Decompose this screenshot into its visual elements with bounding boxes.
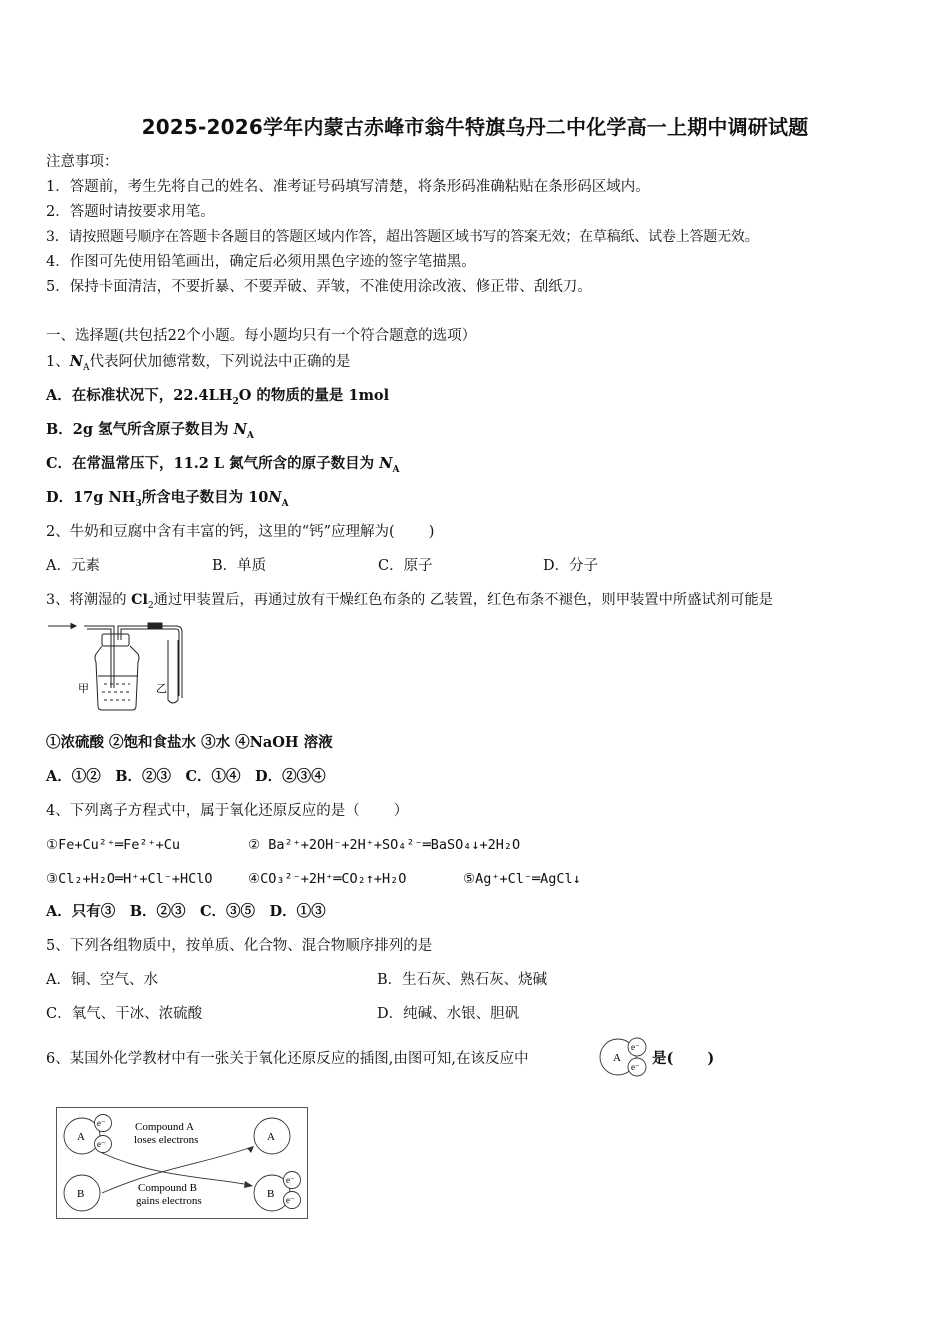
section-heading: 一、选择题(共包括22个小题。每小题均只有一个符合题意的选项） [46, 328, 477, 344]
q6-stem-tail: 是( ) [652, 1050, 715, 1067]
q3-label-yi: 乙 [156, 683, 167, 695]
q6-compound-a-line2: loses electrons [134, 1134, 199, 1146]
q4-equation-3: ③Cl₂+H₂O═H⁺+Cl⁻+HClO [46, 871, 213, 887]
notice-item-5: 5．保持卡面清洁，不要折暴、不要弄破、弄皱，不准使用涂改液、修正带、刮纸刀。 [46, 279, 592, 295]
notice-heading: 注意事项： [46, 154, 119, 170]
q6-inline-electron-1: e⁻ [631, 1042, 640, 1052]
q4-stem: 4、下列离子方程式中，属于氧化还原反应的是（ ） [46, 803, 409, 819]
q6-inline-electron-2: e⁻ [631, 1062, 640, 1072]
q6-compound-b-line2: gains electrons [136, 1195, 202, 1207]
q4-equation-4: ④CO₃²⁻+2H⁺═CO₂↑+H₂O [248, 871, 407, 887]
q1-option-d[interactable]: D．17g $NH_3$所含电子数目为 $10N_A$ [46, 489, 289, 509]
page-title: 2025-2026学年内蒙古赤峰市翁牛特旗乌丹二中化学高一上期中调研试题 [141, 115, 809, 139]
q4-equation-1: ①Fe+Cu²⁺═Fe²⁺+Cu [46, 837, 181, 853]
q2-option-c[interactable]: C．原子 [378, 558, 433, 574]
q6-electron-b2: e⁻ [286, 1195, 295, 1205]
q4-answers[interactable]: A．只有③ B．②③ C．③⑤ D．①③ [46, 903, 326, 920]
q6-inline-atom-label: A [613, 1052, 621, 1064]
q6-redox-diagram [56, 1107, 308, 1219]
q6-electron-a1: e⁻ [97, 1118, 106, 1128]
q1-option-a[interactable]: A．在标准状况下，$22.4LH_2O$ 的物质的量是 1mol [46, 387, 390, 407]
q1-option-b[interactable]: B．2g 氢气所含原子数目为 $N_A$ [46, 421, 254, 441]
q2-option-d[interactable]: D．分子 [543, 558, 599, 574]
q6-compound-b-line1: Compound B [138, 1182, 197, 1194]
q6-electron-a2: e⁻ [97, 1139, 106, 1149]
q3-answers[interactable]: A．①② B．②③ C．①④ D．②③④ [46, 768, 326, 785]
q5-option-a[interactable]: A．铜、空气、水 [46, 972, 158, 988]
q5-option-d[interactable]: D．纯碱、水银、胆矾 [377, 1006, 520, 1022]
q4-equation-5: ⑤Ag⁺+Cl⁻═AgCl↓ [463, 871, 581, 887]
q2-stem: 2、牛奶和豆腐中含有丰富的钙，这里的“钙”应理解为( ) [46, 524, 435, 540]
notice-item-2: 2．答题时请按要求用笔。 [46, 204, 215, 220]
q6-atom-b-left: B [77, 1188, 85, 1200]
q3-reagents: ①浓硫酸 ②饱和食盐水 ③水 ④NaOH 溶液 [46, 734, 333, 751]
q3-apparatus-figure [46, 618, 196, 714]
q6-electron-b1: e⁻ [286, 1175, 295, 1185]
q3-label-jia: 甲 [78, 683, 89, 695]
q6-atom-b-right: B [267, 1188, 275, 1200]
q6-compound-a-line1: Compound A [135, 1121, 194, 1133]
q5-option-b[interactable]: B．生石灰、熟石灰、烧碱 [377, 972, 548, 988]
q1-option-c[interactable]: C．在常温常压下，11.2 L 氮气所含的原子数目为 $N_A$ [46, 455, 400, 475]
q6-stem: 6、某国外化学教材中有一张关于氧化还原反应的插图,由图可知,在该反应中 [46, 1051, 529, 1067]
q5-stem: 5、下列各组物质中，按单质、化合物、混合物顺序排列的是 [46, 938, 433, 954]
q6-atom-a-left: A [77, 1131, 85, 1143]
q5-option-c[interactable]: C．氧气、干冰、浓硫酸 [46, 1006, 203, 1022]
notice-item-3: 3．请按照题号顺序在答题卡各题目的答题区域内作答，超出答题区域书写的答案无效；在草稿纸、试卷上答题无效。 [46, 229, 759, 245]
q6-atom-a-right: A [267, 1131, 275, 1143]
q3-stem: 3、将潮湿的 $Cl_2$通过甲装置后，再通过放有干燥红色布条的 乙装置，红色布条不褪色，则甲装置中所盛试剂可能是 [46, 592, 773, 611]
q1-stem: 1、$N_A$代表阿伏加德常数，下列说法中正确的是 [46, 353, 351, 373]
q4-equation-2: ② Ba²⁺+2OH⁻+2H⁺+SO₄²⁻═BaSO₄↓+2H₂O [248, 837, 521, 853]
notice-item-4: 4．作图可先使用铅笔画出，确定后必须用黑色字迹的签字笔描黑。 [46, 254, 476, 270]
q2-options [46, 556, 906, 576]
q6-inline-atom-figure [598, 1036, 650, 1078]
notice-item-1: 1．答题前，考生先将自己的姓名、准考证号码填写清楚，将条形码准确粘贴在条形码区域内。 [46, 179, 650, 195]
q2-option-b[interactable]: B．单质 [212, 558, 267, 574]
q2-option-a[interactable]: A．元素 [46, 558, 100, 574]
